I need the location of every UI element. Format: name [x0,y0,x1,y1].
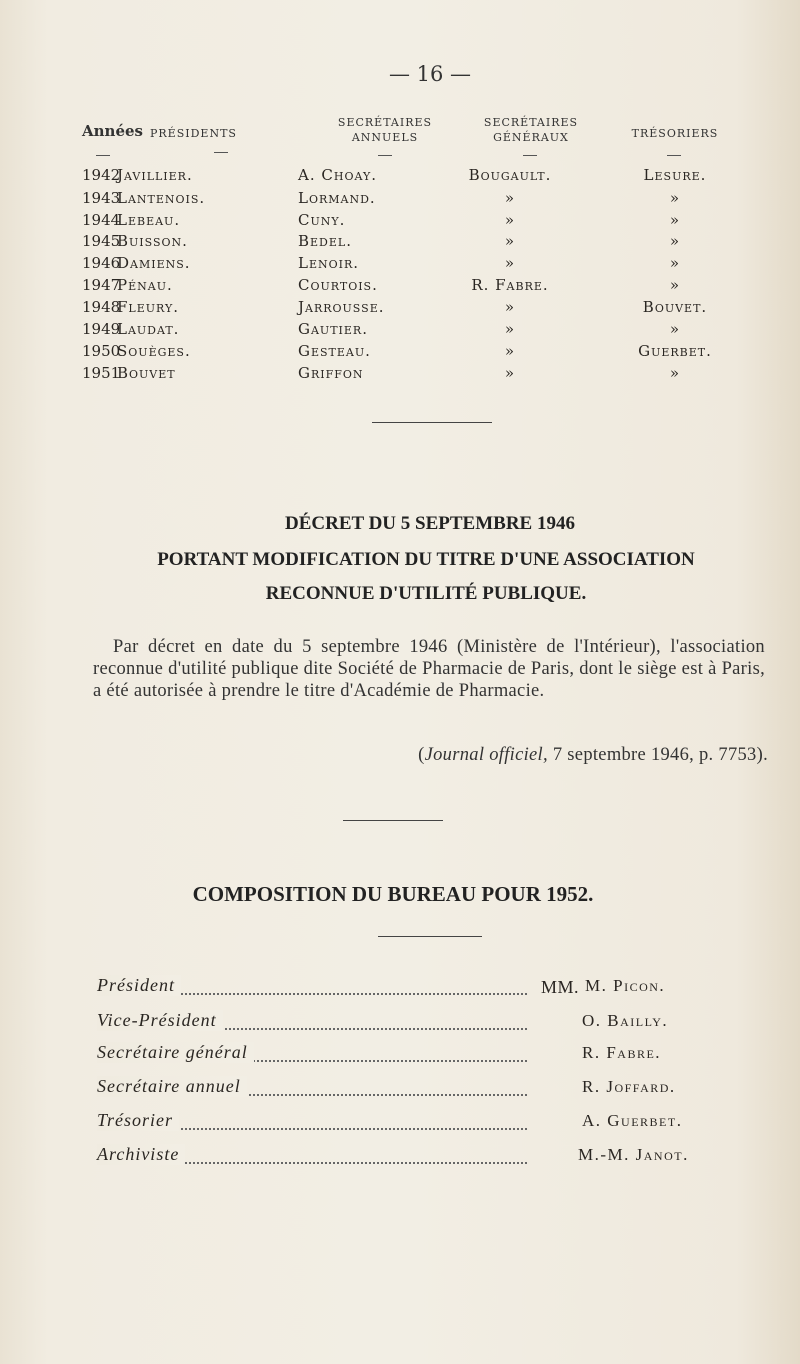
decree-body-text: Par décret en date du 5 septembre 1946 (Ministère de l'Intérieur), l'association reconnue d'utilité publique dite Société de Pharmacie de Paris, dont le siège est à Paris, a été autorisée à prendre le titre d'Académie de Pharmacie. [93,637,765,701]
row-secretaire-general: » [504,298,516,316]
decree-source [0,745,768,766]
table-row [0,232,800,251]
header-dash [523,155,537,156]
table-row [0,320,800,339]
row-president: Laudat. [117,320,180,338]
source-rest: 7 septembre 1946, p. 7753). [547,745,768,765]
office-role-wrap [97,975,181,996]
office-role: Secrétaire général [97,1042,248,1062]
office-role: Secrétaire annuel [97,1076,241,1096]
row-secretaire-annuel: A. Choay. [298,166,377,184]
decree-title-line1: DÉCRET DU 5 SEPTEMBRE 1946 [285,513,575,534]
header-line: ANNUELS [351,131,419,144]
row-president: Lantenois. [117,189,206,207]
header-annees: Années [82,122,143,140]
row-secretaire-general: » [504,342,516,360]
office-person: O. Bailly. [582,1011,669,1030]
office-line [97,1110,527,1136]
composition-title: COMPOSITION DU BUREAU POUR 1952. [192,882,594,906]
office-role-wrap [97,1042,254,1063]
row-secretaire-general: » [504,211,516,229]
row-year: 1947 [82,276,121,294]
row-tresorier: » [669,189,681,207]
office-person: R. Joffard. [582,1077,676,1096]
header-dash [378,155,392,156]
decree-title-line2: PORTANT MODIFICATION DU TITRE D'UNE ASSOCIATION [157,549,695,570]
row-secretaire-annuel: Jarrousse. [298,298,385,316]
table-row [0,189,800,208]
office-person: M. Picon. [585,976,666,995]
office-person: R. Fabre. [582,1043,662,1062]
table-row [0,166,800,185]
row-secretaire-annuel: Griffon [298,364,364,382]
header-secretaires-generaux [456,115,606,145]
source-open-paren: ( [418,745,425,765]
source-journal: Journal officiel, [424,745,548,765]
office-line [97,975,527,1001]
office-line [97,1144,527,1170]
row-tresorier: » [669,276,681,294]
row-year: 1942 [82,166,121,184]
office-role: Vice-Président [97,1010,217,1030]
table-row [0,211,800,230]
header-dash [96,155,110,156]
row-secretaire-general: » [504,364,516,382]
separator-rule [372,422,492,423]
row-president: Lebeau. [117,211,181,229]
row-tresorier: Lesure. [643,166,707,184]
row-president: Souèges. [117,342,191,360]
row-secretaire-annuel: Gautier. [298,320,368,338]
row-tresorier: Bouvet. [642,298,708,316]
row-secretaire-general: » [504,232,516,250]
header-dash [667,155,681,156]
office-line [97,1010,527,1036]
row-year: 1951 [82,364,121,382]
decree-title-line3: RECONNUE D'UTILITÉ PUBLIQUE. [265,583,587,604]
row-president: Bouvet [117,364,176,382]
office-role: Président [97,975,175,995]
row-year: 1948 [82,298,121,316]
page-number: — 16 — [388,62,472,86]
row-secretaire-annuel: Cuny. [298,211,346,229]
office-role-wrap [97,1010,223,1031]
mm-label: MM. [541,977,580,997]
row-secretaire-general: Bougault. [468,166,552,184]
row-tresorier: » [669,211,681,229]
header-tresoriers: TRÉSORIERS [631,127,719,140]
separator-rule [378,936,482,937]
row-secretaire-general: » [504,320,516,338]
separator-rule [343,820,443,821]
row-tresorier: » [669,232,681,250]
header-dash [214,152,228,153]
office-role: Archiviste [97,1144,180,1164]
row-tresorier: Guerbet. [638,342,712,360]
row-president: Fleury. [117,298,179,316]
row-year: 1945 [82,232,121,250]
office-line [97,1042,527,1068]
row-tresorier: » [669,320,681,338]
row-year: 1946 [82,254,121,272]
row-president: Buisson. [117,232,188,250]
table-row [0,342,800,361]
row-secretaire-general: » [504,254,516,272]
header-line: SECRÉTAIRES [337,116,433,129]
row-president: Damiens. [117,254,191,272]
row-secretaire-annuel: Lormand. [298,189,376,207]
row-president: Pénau. [117,276,173,294]
office-role-wrap [97,1110,179,1131]
row-secretaire-general: R. Fabre. [471,276,549,294]
office-role-wrap [97,1076,247,1097]
office-role: Trésorier [97,1110,174,1130]
header-secretaires-annuels [300,115,470,145]
row-year: 1944 [82,211,121,229]
office-person: M.-M. Janot. [578,1145,689,1164]
row-president: Javillier. [117,166,193,184]
row-tresorier: » [669,254,681,272]
table-row [0,364,800,383]
row-tresorier: » [669,364,681,382]
row-year: 1950 [82,342,121,360]
header-line: GÉNÉRAUX [493,131,569,144]
table-row [0,276,800,295]
office-role-wrap [97,1144,185,1165]
row-year: 1949 [82,320,121,338]
row-secretaire-annuel: Bedel. [298,232,352,250]
row-secretaire-general: » [504,189,516,207]
row-secretaire-annuel: Lenoir. [298,254,360,272]
row-year: 1943 [82,189,121,207]
table-row [0,298,800,317]
row-secretaire-annuel: Gesteau. [298,342,371,360]
header-presidents: PRÉSIDENTS [150,127,237,140]
table-row [0,254,800,273]
row-secretaire-annuel: Courtois. [298,276,378,294]
decree-body [93,636,765,702]
office-person: A. Guerbet. [582,1111,683,1130]
office-line [97,1076,527,1102]
header-line: SECRÉTAIRES [483,116,579,129]
